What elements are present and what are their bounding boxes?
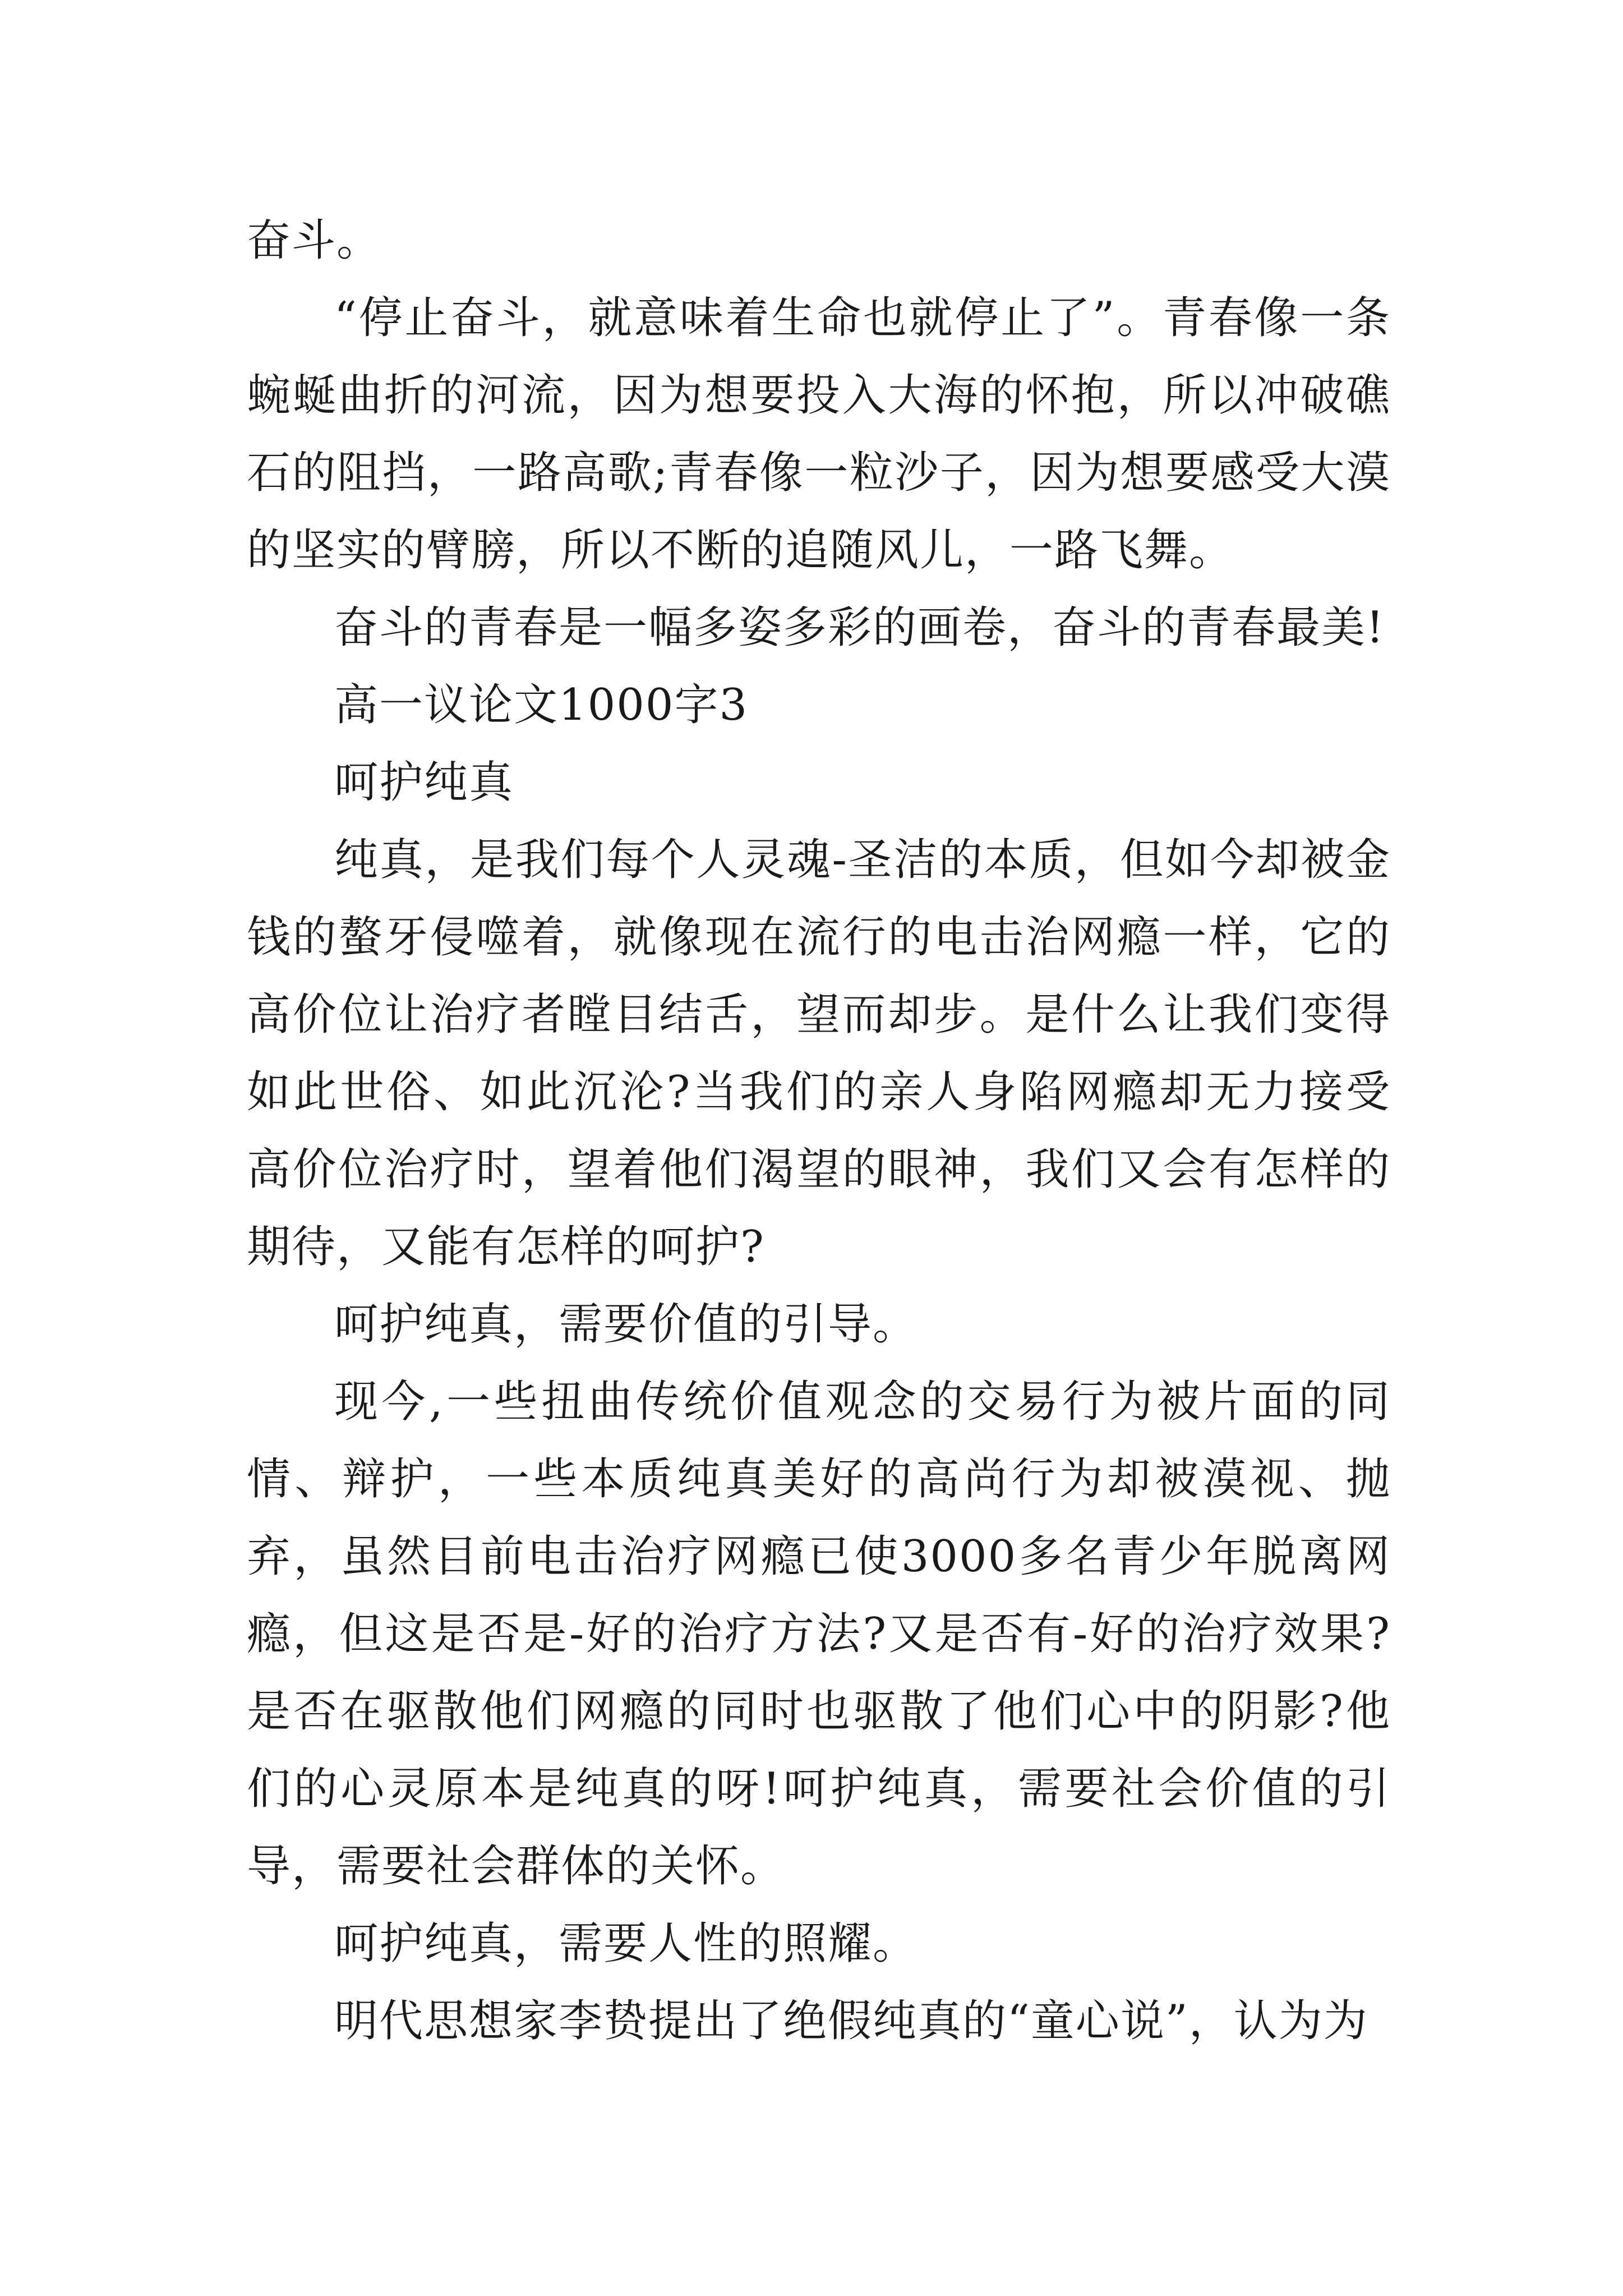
essay-title: 呵护纯真 [334, 757, 514, 808]
paragraph-9: 呵护纯真，需要人性的照耀。 [334, 1918, 918, 1969]
paragraph-1: 奋斗。 [247, 215, 382, 266]
paragraph-3: 奋斗的青春是一幅多姿多彩的画卷，奋斗的青春最美! [334, 602, 1385, 653]
paragraph-8: 现今,一些扭曲传统价值观念的交易行为被片面的同情、辩护，一些本质纯真美好的高尚行为却被漠视、抛弃，虽然目前电击治疗网瘾已使3000多名青少年脱离网瘾，但这是否是-好的治疗方法?又是否有-好的治疗效果?是否在驱散他们网瘾的同时也驱散了他们心中的阴影?他们的心灵原本是纯真的呀!呵护纯真，需要社会价值的引导，需要社会群体的关怀。 [247, 1377, 1391, 1892]
paragraph-2: “停止奋斗，就意味着生命也就停止了”。青春像一条蜿蜒曲折的河流，因为想要投入大海的怀抱，所以冲破礁石的阻挡，一路高歌;青春像一粒沙子，因为想要感受大漠的坚实的臂膀，所以不断的追随风儿，一路飞舞。 [247, 293, 1391, 576]
paragraph-6: 纯真，是我们每个人灵魂-圣洁的本质，但如今却被金钱的螯牙侵噬着，就像现在流行的电击治网瘾一样，它的高价位让治疗者瞠目结舌，望而却步。是什么让我们变得如此世俗、如此沉沦?当我们的亲人身陷网瘾却无力接受高价位治疗时，望着他们渴望的眼神，我们又会有怎样的期待，又能有怎样的呵护? [247, 835, 1391, 1272]
document-body [247, 202, 1391, 2060]
paragraph-7: 呵护纯真，需要价值的引导。 [334, 1299, 918, 1350]
section-heading: 高一议论文1000字3 [334, 680, 749, 730]
paragraph-10: 明代思想家李贽提出了绝假纯真的“童心说”，认为为 [334, 1996, 1368, 2046]
